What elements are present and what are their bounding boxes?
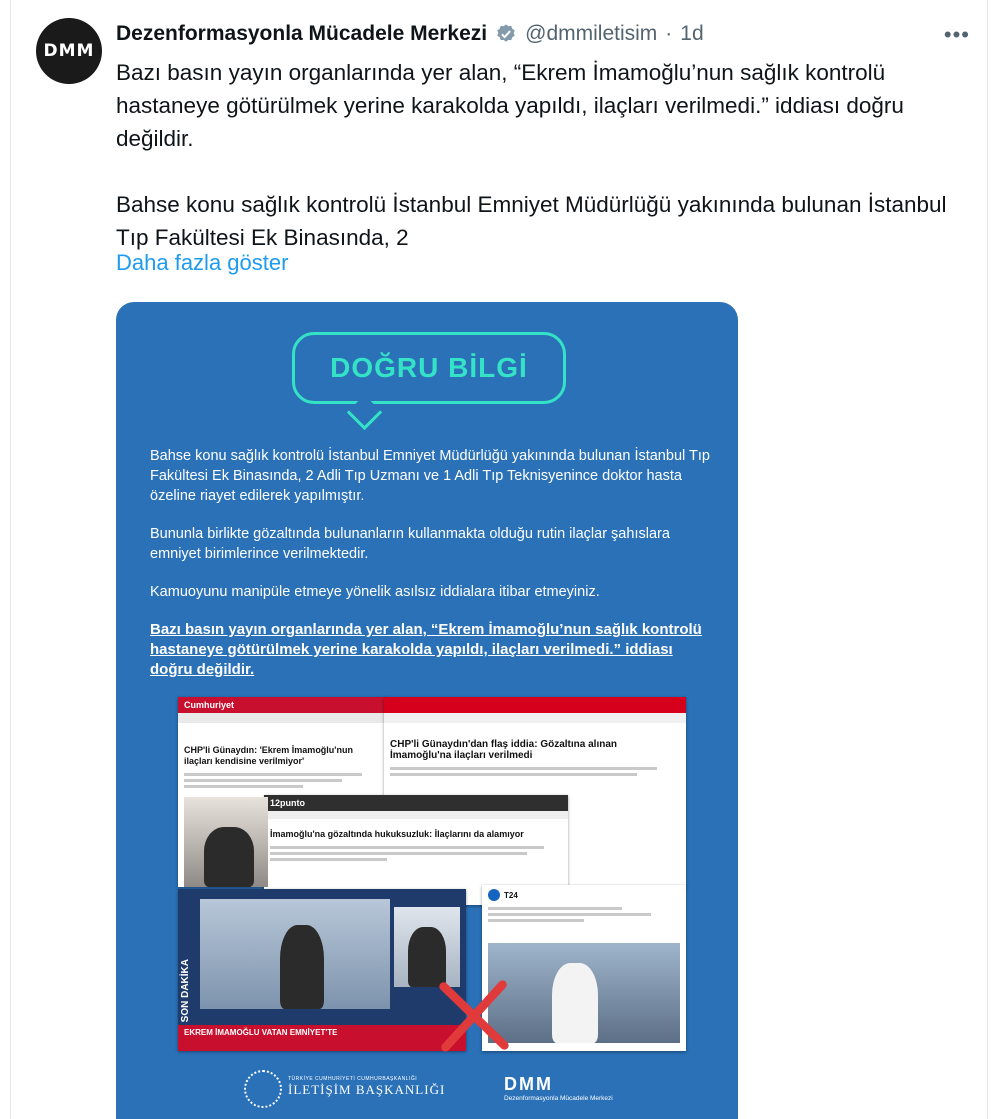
info-paragraph-2: Bununla birlikte gözaltında bulunanların kullanmakta olduğu rutin ilaçlar şahıslara emniyet birimlerince verilmektedir. (150, 526, 670, 562)
cumhuriyet-brand: Cumhuriyet (178, 697, 388, 713)
tweet-header (116, 19, 704, 49)
badge-text: DOĞRU BİLGİ (330, 352, 528, 383)
tweet-text (116, 56, 966, 254)
gov-small-text: TÜRKİYE CUMHURİYETİ CUMHURBAŞKANLIĞI (288, 1076, 418, 1082)
author-name[interactable]: Dezenformasyonla Mücadele Merkezi (116, 22, 488, 45)
gov-big-text: İLETİŞİM BAŞKANLIĞI (288, 1082, 446, 1097)
tv-ticker: EKREM İMAMOĞLU VATAN EMNİYET'TE (178, 1025, 466, 1051)
avatar[interactable] (36, 18, 102, 84)
dogru-bilgi-badge (292, 332, 566, 404)
dmm-big-text: DMM (504, 1074, 553, 1094)
cumhuriyet-headline: CHP'li Günaydın: 'Ekrem İmamoğlu'nun ilaçları kendisine verilmiyor' (184, 745, 353, 766)
news-collage (178, 697, 686, 1051)
iletisim-logo-text (288, 1076, 445, 1098)
punto-brand: 12punto (264, 795, 568, 811)
media-footer (116, 1062, 738, 1119)
info-text (150, 446, 710, 698)
separator: · (665, 22, 673, 45)
son-dakika-label: SON DAKİKA (180, 959, 191, 1023)
info-paragraph-3: Kamuoyunu manipüle etmeye yönelik asılsız iddialara itibar etmeyiniz. (150, 584, 600, 600)
verified-badge-icon (495, 23, 517, 45)
claim-text: Bazı basın yayın organlarında yer alan, “Ekrem İmamoğlu’nun sağlık kontrolü hastaneye götürülmek yerine karakolda yapıldı, ilaçları verilmedi.” iddiası doğru değildir. (150, 621, 702, 678)
timestamp[interactable]: 1d (680, 22, 704, 45)
info-paragraph-1: Bahse konu sağlık kontrolü İstanbul Emniyet Müdürlüğü yakınında bulunan İstanbul Tıp Fakültesi Ek Binasında, 2 Adli Tıp Uzmanı ve 1 Adli Tıp Teknisyenince doktor hasta özeline riayet edilerek yapılmıştır. (150, 448, 710, 504)
t24-tweet-screenshot (482, 885, 686, 1051)
show-more-link[interactable]: Daha fazla göster (116, 250, 289, 275)
dmm-logo (504, 1074, 613, 1102)
author-handle[interactable]: @dmmiletisim (525, 22, 658, 45)
t24-name: T24 (504, 890, 518, 900)
portrait-photo (184, 797, 268, 887)
birgun-headline: CHP'li Günaydın'dan flaş iddia: Gözaltına alınan İmamoğlu'na ilaçları verilmedi (390, 739, 618, 761)
tv-screenshot (178, 889, 466, 1051)
tweet-paragraph-1: Bazı basın yayın organlarında yer alan, “Ekrem İmamoğlu’nun sağlık kontrolü hastaneye götürülmek yerine karakolda yapıldı, ilaçları verilmedi.” iddiası doğru değildir. (116, 60, 904, 151)
dmm-small-text: Dezenformasyonla Mücadele Merkezi (504, 1095, 613, 1102)
tweet-media-image[interactable] (116, 302, 738, 1119)
avatar-text: DMM (43, 41, 95, 61)
punto-headline: İmamoğlu'na gözaltında hukuksuzluk: İlaçlarını da alamıyor (270, 829, 524, 839)
iletisim-logo-icon (244, 1070, 282, 1108)
more-icon[interactable]: ••• (943, 22, 970, 47)
red-x-icon (436, 977, 512, 1053)
tweet-paragraph-2: Bahse konu sağlık kontrolü İstanbul Emniyet Müdürlüğü yakınında bulunan İstanbul Tıp Fakültesi Ek Binasında, 2 (116, 192, 947, 250)
